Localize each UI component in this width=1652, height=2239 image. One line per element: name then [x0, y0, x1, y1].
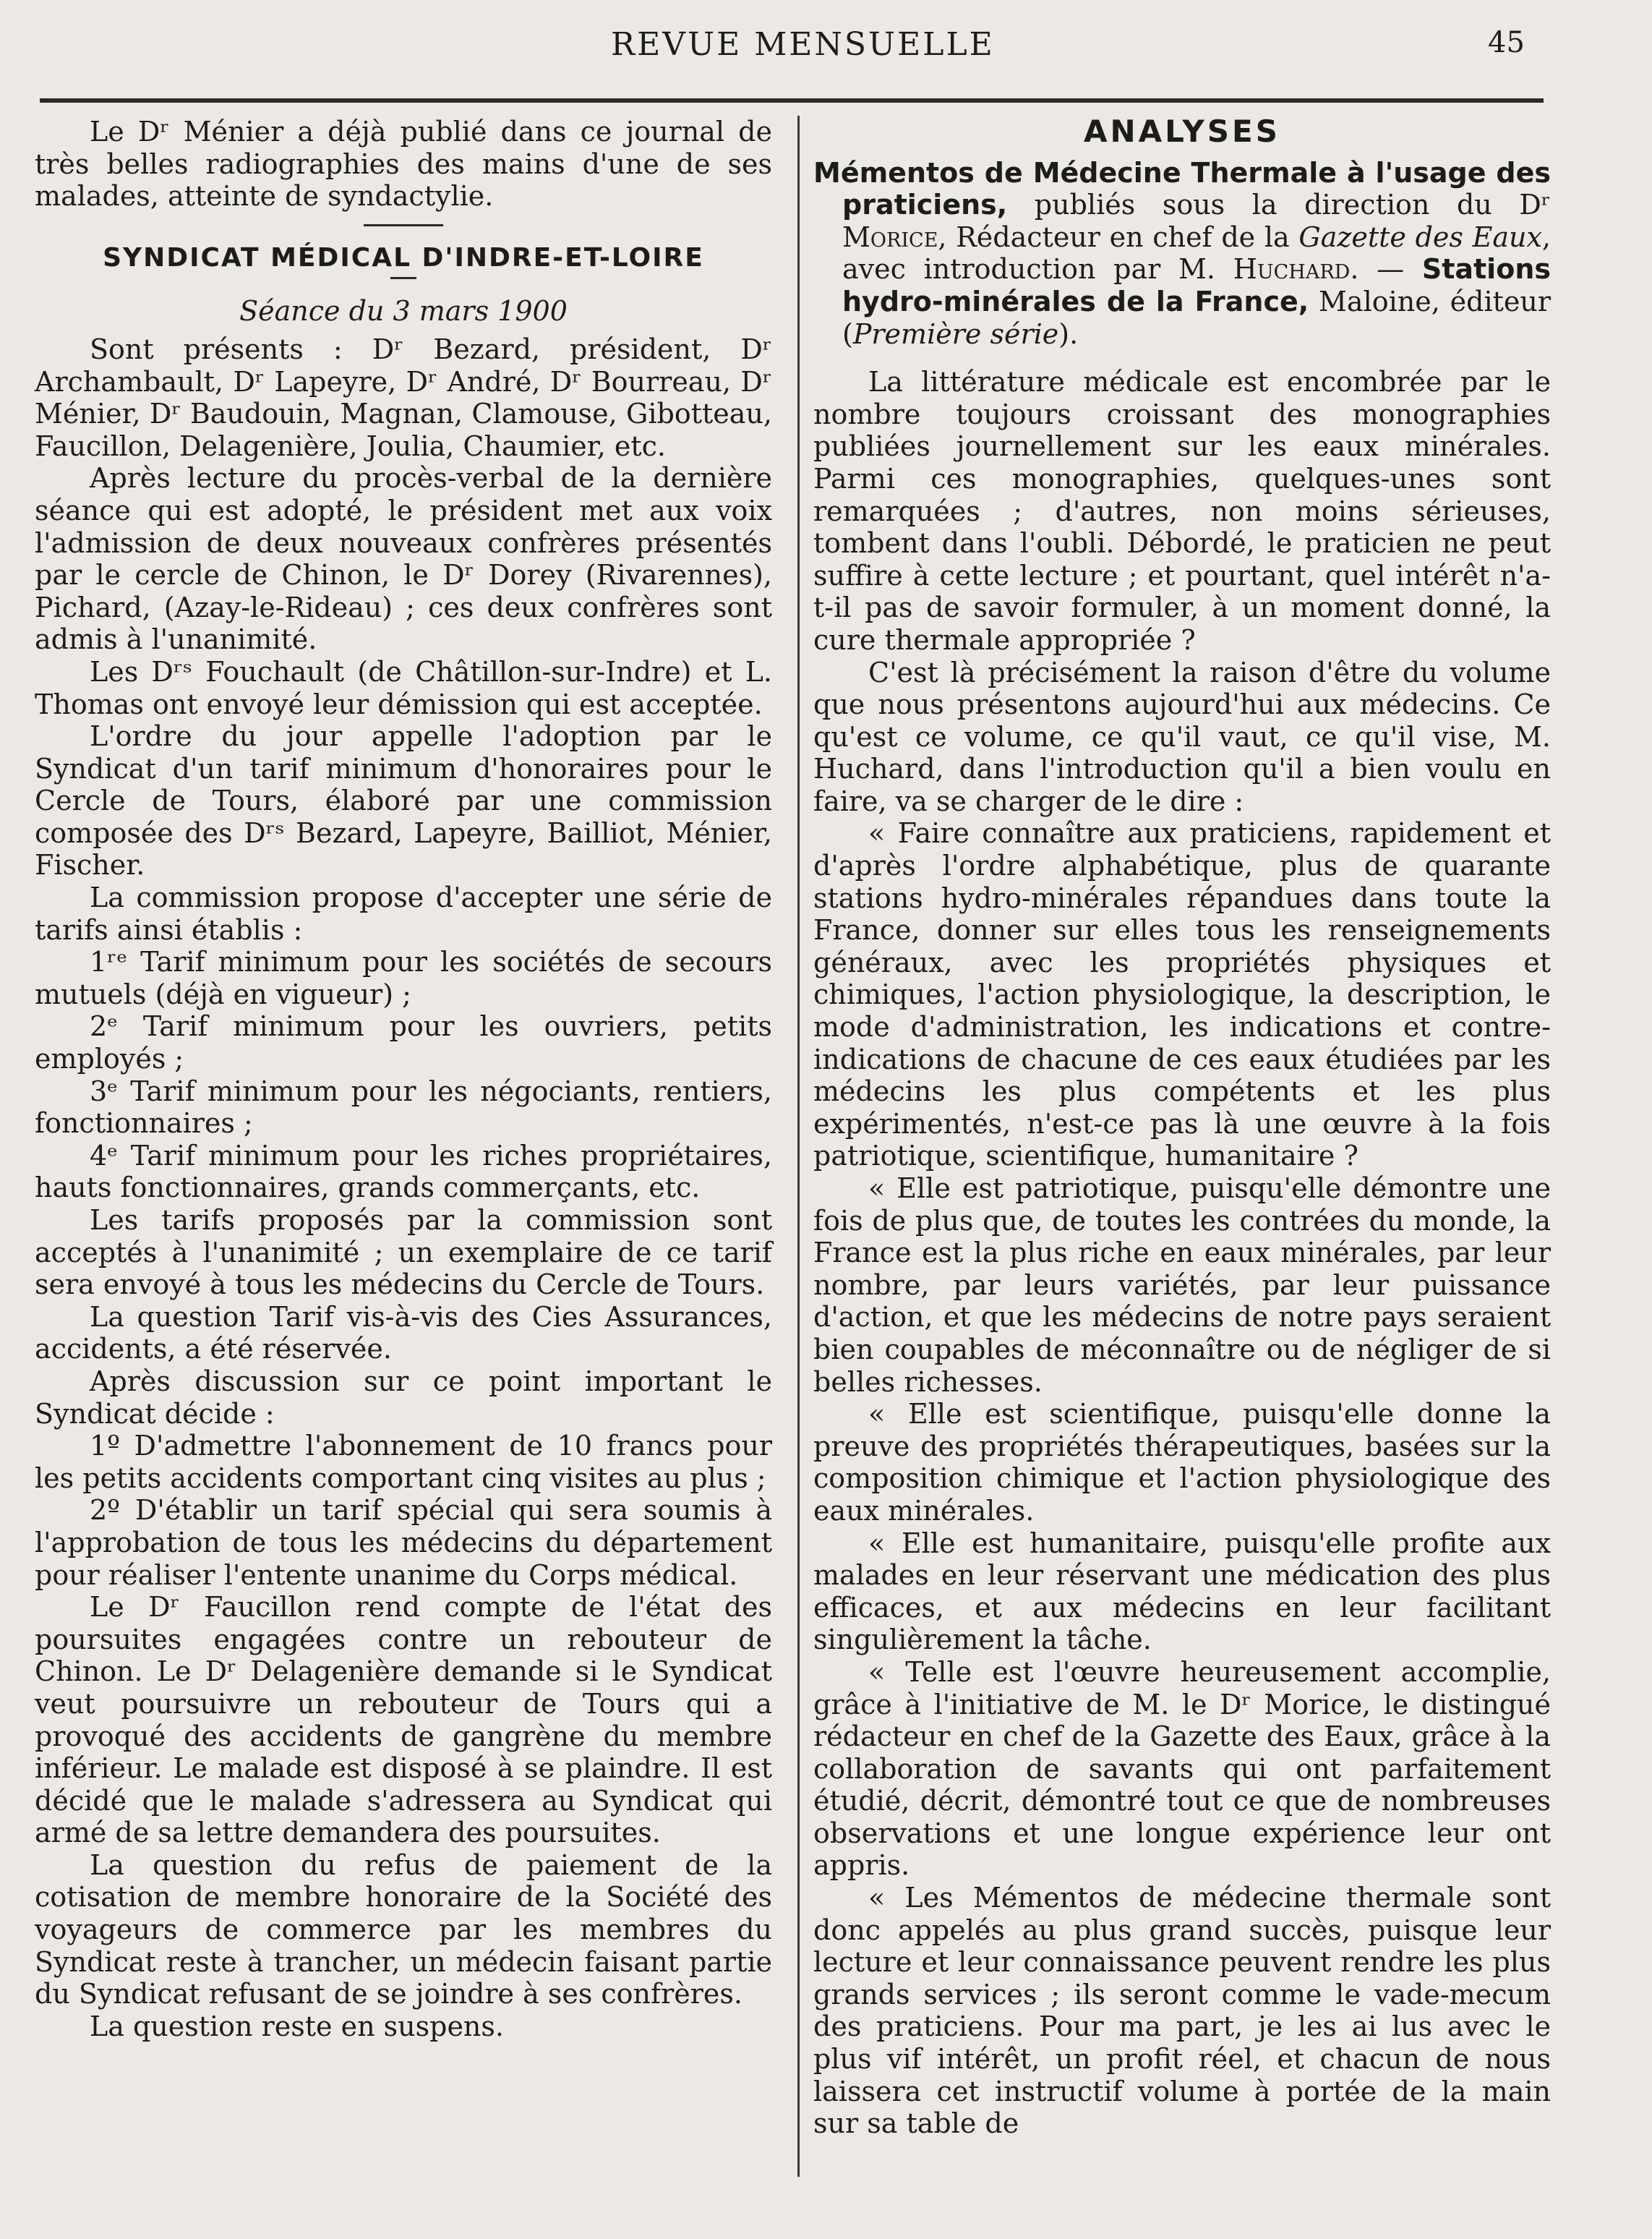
quote-paragraph: « Faire connaître aux praticiens, rapidement et d'après l'ordre alphabétique, plus de quarante stations hydro-minérales répandues dans toute la France, donner sur elles tous les renseignements généraux, avec les propriétés physiques et chimiques, l'action physiologique, la description, le mode d'administration, les indications et contre-indications de chacune de ces eaux étudiées par les médecins les plus compétents et les plus expérimentés, n'est-ce pas là une œuvre à la fois patriotique, scientifique, humanitaire ?	[813, 817, 1551, 1172]
book-text: ).	[1058, 317, 1079, 350]
paragraph: L'ordre du jour appelle l'adoption par le Syndicat d'un tarif minimum d'honoraires pour le Cercle de Tours, élaboré par une commission composée des Dʳˢ Bezard, Lapeyre, Bailliot, Ménier, Fischer.	[35, 720, 772, 882]
decision-item: 2º D'établir un tarif spécial qui sera soumis à l'approbation de tous les médecins du département pour réaliser l'entente unanime du Corps médical.	[35, 1494, 772, 1591]
analyses-heading: ANALYSES	[1084, 114, 1280, 149]
review-paragraph: C'est là précisément la raison d'être du volume que nous présentons aujourd'hui aux médecins. Ce qu'est ce volume, ce qu'il vaut, ce qu'il vise, M. Huchard, dans l'introduction qu'il a bien voulu en faire, va se charger de le dire :	[813, 656, 1551, 817]
column-divider	[797, 116, 800, 2177]
paragraph: Les tarifs proposés par la commission sont acceptés à l'unanimité ; un exemplaire de ce tarif sera envoyé à tous les médecins du Cercle de Tours.	[35, 1204, 772, 1301]
tarif-list-item: 1ʳᵉ Tarif minimum pour les sociétés de secours mutuels (déjà en vigueur) ;	[35, 946, 772, 1010]
book-reference	[813, 157, 1551, 351]
review-paragraph: La littérature médicale est encombrée par le nombre toujours croissant des monographies publiées journellement sur les eaux minérales. Parmi ces monographies, quelques-unes sont remarquées ; d'autres, non moins sérieuses, tombent dans l'oubli. Débordé, le praticien ne peut suffire à cette lecture ; et pourtant, quel intérêt n'a-t-il pas de savoir formuler, à un moment donné, la cure thermale appropriée ?	[813, 366, 1551, 656]
book-text: , avec introduction par M.	[842, 221, 1551, 286]
book-text: Maloine, éditeur (	[842, 285, 1552, 350]
quote-paragraph: « Elle est scientifique, puisqu'elle donne la preuve des propriétés thérapeutiques, basées sur la composition chimique et l'action physiologique des eaux minérales.	[813, 1398, 1551, 1527]
tarif-list-item: 4ᵉ Tarif minimum pour les riches propriétaires, hauts fonctionnaires, grands commerçants, etc.	[35, 1139, 772, 1204]
paragraph: Sont présents : Dʳ Bezard, président, Dʳ Archambault, Dʳ Lapeyre, Dʳ André, Dʳ Bourreau, Dʳ Ménier, Dʳ Baudouin, Magnan, Clamouse, Gibotteau, Faucillon, Delagenière, Joulia, Chaumier, etc.	[35, 333, 772, 462]
paragraph: Après lecture du procès-verbal de la dernière séance qui est adopté, le président met aux voix l'admission de deux nouveaux confrères présentés par le cercle de Chinon, le Dʳ Dorey (Rivarennes), Pichard, (Azay-le-Rideau) ; ces deux confrères sont admis à l'unanimité.	[35, 462, 772, 656]
syndicat-heading: SYNDICAT MÉDICAL D'INDRE-ET-LOIRE	[103, 242, 704, 273]
paragraph: Le Dʳ Faucillon rend compte de l'état des poursuites engagées contre un rebouteur de Chinon. Le Dʳ Delagenière demande si le Syndicat veut poursuivre un rebouteur de Tours qui a provoqué des accidents de gangrène du membre inférieur. Le malade est disposé à se plaindre. Il est décidé que le malade s'adressera au Syndicat qui armé de sa lettre demandera des poursuites.	[35, 1591, 772, 1849]
quote-paragraph: « Les Mémentos de médecine thermale sont donc appelés au plus grand succès, puisque leur lecture et leur connaissance peuvent rendre les plus grands services ; ils seront comme le vade-mecum des praticiens. Pour ma part, je les ai lus avec le plus vif intérêt, un profit réel, et chacun de nous laissera cet instructif volume à portée de la main sur sa table de	[813, 1882, 1551, 2140]
running-header	[0, 26, 1652, 84]
paragraph: La question reste en suspens.	[90, 2010, 504, 2042]
paragraph: Après discussion sur ce point important le Syndicat décide :	[35, 1365, 772, 1430]
right-column	[813, 116, 1551, 2140]
tarif-list-item: 3ᵉ Tarif minimum pour les négociants, rentiers, fonctionnaires ;	[35, 1075, 772, 1140]
paragraph: La question Tarif vis-à-vis des Cies Assurances, accidents, a été réservée.	[35, 1300, 772, 1365]
paragraph: La commission propose d'accepter une série de tarifs ainsi établis :	[35, 882, 772, 946]
journal-title: REVUE MENSUELLE	[611, 26, 995, 63]
paragraph: La question du refus de paiement de la cotisation de membre honoraire de la Société des voyageurs de commerce par les membres du Syndicat reste à trancher, un médecin faisant partie du Syndicat refusant de se joindre à ses confrères.	[35, 1848, 772, 2010]
book-title: Mémentos de Médecine Thermale à l'usage des praticiens,	[813, 156, 1551, 221]
journal-name: Gazette des Eaux	[1298, 221, 1542, 253]
section-separator	[364, 224, 443, 226]
decision-item: 1º D'admettre l'abonnement de 10 francs pour les petits accidents comportant cinq visites au plus ;	[35, 1430, 772, 1494]
header-rule	[40, 98, 1544, 103]
quote-paragraph: « Elle est patriotique, puisqu'elle démontre une fois de plus que, de toutes les contrées du monde, la France est la plus riche en eaux minérales, par leur nombre, par leurs variétés, par leur puissance d'action, et que les médecins de notre pays seraient bien coupables de méconnaître ou de négliger de si belles richesses.	[813, 1172, 1551, 1398]
session-date: Séance du 3 mars 1900	[239, 295, 568, 328]
left-column	[35, 116, 772, 2042]
book-text: . —	[1350, 253, 1422, 286]
author-name: Huchard	[1233, 253, 1351, 286]
book-subtitle: Stations hydro-minérales de la France,	[842, 253, 1551, 317]
paragraph: Les Dʳˢ Fouchault (de Châtillon-sur-Indre) et L. Thomas ont envoyé leur démission qui est acceptée.	[35, 655, 772, 720]
author-name: Morice	[842, 221, 938, 253]
series-name: Première série	[852, 317, 1059, 350]
page-number: 45	[1488, 26, 1525, 59]
book-text: , Rédacteur en chef de la	[938, 221, 1299, 253]
tarif-list-item: 2ᵉ Tarif minimum pour les ouvriers, petits employés ;	[35, 1010, 772, 1075]
quote-paragraph: « Telle est l'œuvre heureusement accomplie, grâce à l'initiative de M. le Dʳ Morice, le distingué rédacteur en chef de la Gazette des Eaux, grâce à la collaboration de savants qui ont parfaitement étudié, décrit, démontré tout ce que de nombreuses observations et une longue expérience leur ont appris.	[813, 1655, 1551, 1882]
heading-rule	[390, 277, 416, 279]
quote-paragraph: « Elle est humanitaire, puisqu'elle profite aux malades en leur réservant une médication des plus efficaces, et aux médecins en leur facilitant singulièrement la tâche.	[813, 1527, 1551, 1656]
intro-paragraph: Le Dʳ Ménier a déjà publié dans ce journal de très belles radiographies des mains d'une de ses malades, atteinte de syndactylie.	[35, 116, 772, 213]
book-text: publiés sous la direction du Dʳ	[1007, 189, 1551, 221]
